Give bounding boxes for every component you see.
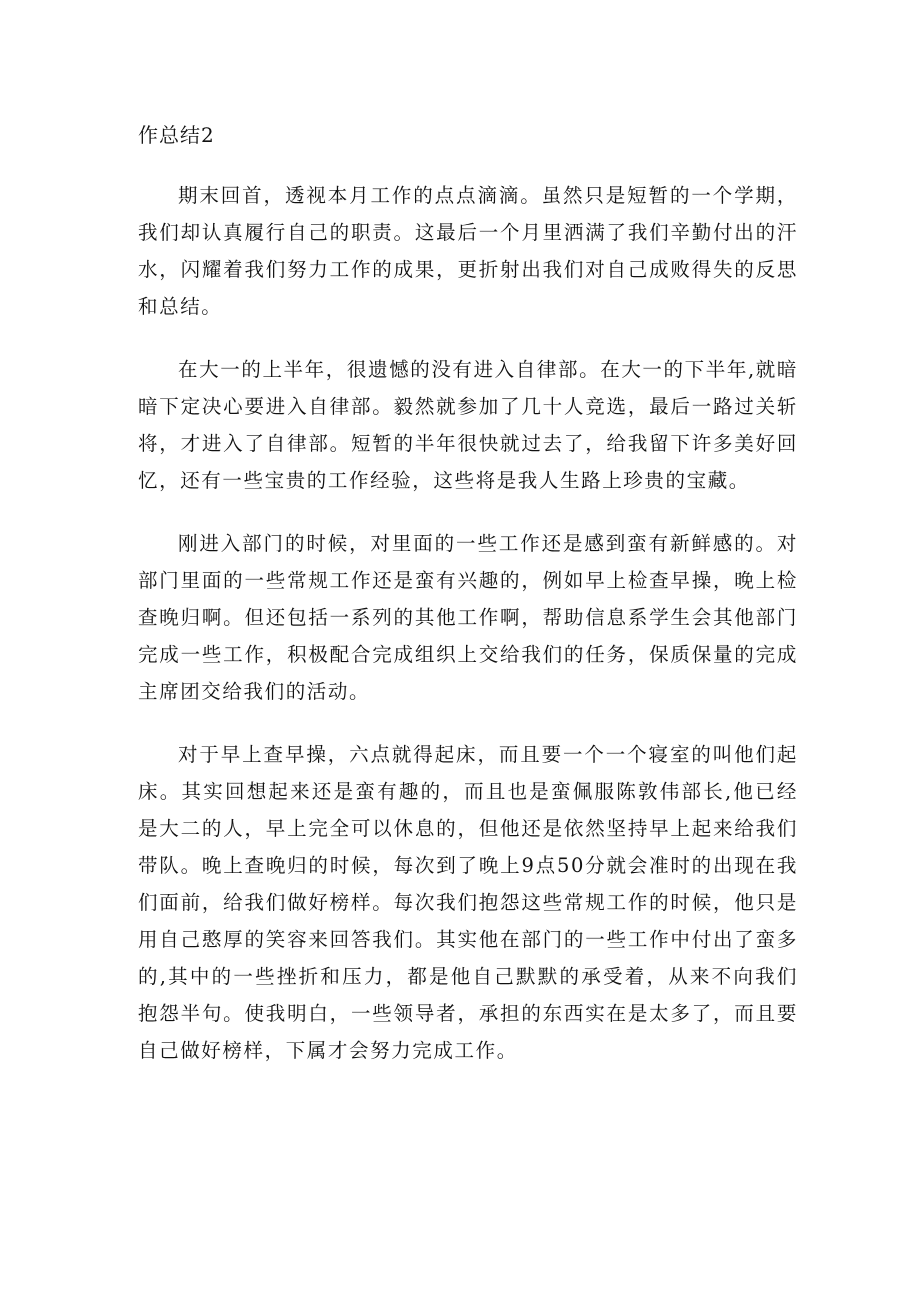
paragraph-3: 刚进入部门的时候，对里面的一些工作还是感到蛮有新鲜感的。对部门里面的一些常规工作还是蛮有兴趣的，例如早上检查早操，晚上检查晚归啊。但还包括一系列的其他工作啊，帮助信息系学生会其他部门完成一些工作，积极配合完成组织上交给我们的任务，保质保量的完成主席团交给我们的活动。	[138, 532, 798, 703]
document-body	[138, 177, 798, 1095]
paragraph-1: 期末回首，透视本月工作的点点滴滴。虽然只是短暂的一个学期，我们却认真履行自己的职责。这最后一个月里洒满了我们辛勤付出的汗水，闪耀着我们努力工作的成果，更折射出我们对自己成败得失的反思和总结。	[138, 184, 798, 318]
paragraph-4: 对于早上查早操，六点就得起床，而且要一个一个寝室的叫他们起床。其实回想起来还是蛮有趣的，而且也是蛮佩服陈敦伟部长,他已经是大二的人，早上完全可以休息的，但他还是依然坚持早上起来给我们带队。晚上查晚归的时候，每次到了晚上9点50分就会准时的出现在我们面前，给我们做好榜样。每次我们抱怨这些常规工作的时候，他只是用自己憨厚的笑容来回答我们。其实他在部门的一些工作中付出了蛮多的,其中的一些挫折和压力，都是他自己默默的承受着，从来不向我们抱怨半句。使我明白，一些领导者，承担的东西实在是太多了，而且要自己做好榜样，下属才会努力完成工作。	[138, 743, 798, 1062]
paragraph-2: 在大一的上半年，很遗憾的没有进入自律部。在大一的下半年,就暗暗下定决心要进入自律部。毅然就参加了几十人竞选，最后一路过关斩将，才进入了自律部。短暂的半年很快就过去了，给我留下许多美好回忆，还有一些宝贵的工作经验，这些将是我人生路上珍贵的宝藏。	[138, 358, 798, 492]
document-heading: 作总结2	[138, 123, 215, 147]
